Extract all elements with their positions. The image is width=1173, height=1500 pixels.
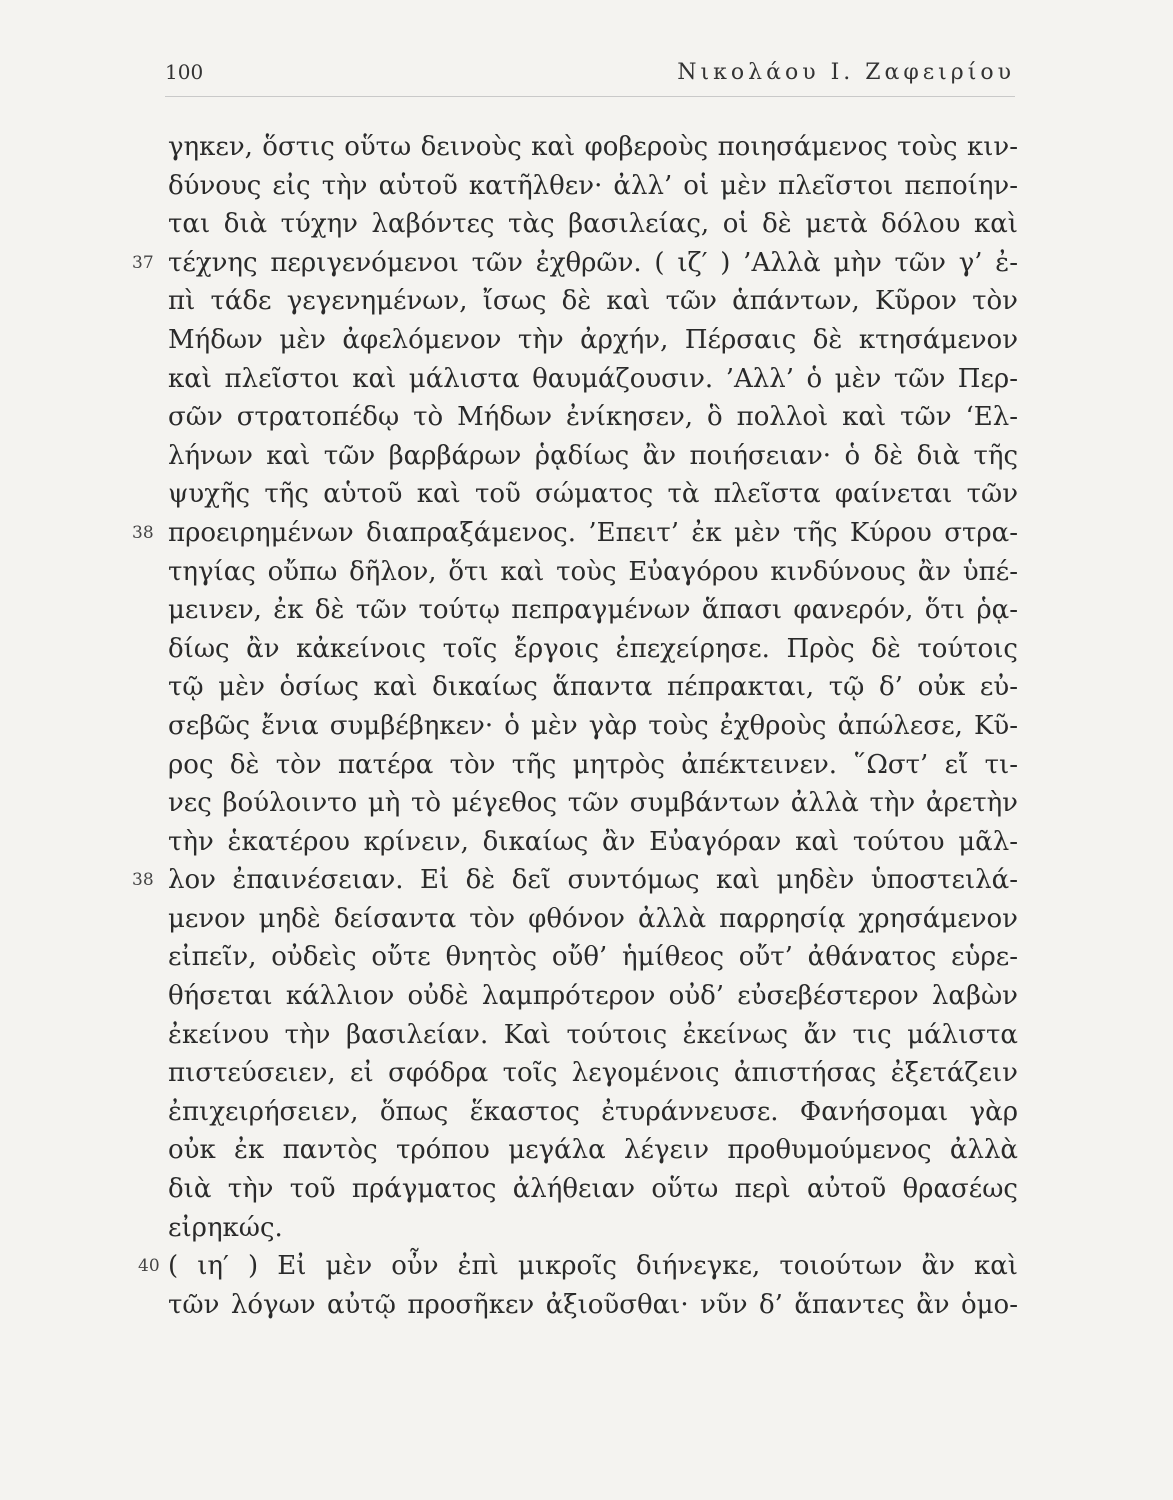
text-line <box>168 1016 1018 1055</box>
margin-number: 37 <box>132 252 154 273</box>
text-line <box>132 861 1018 900</box>
line-text: τηγίας οὔπω δῆλον, ὅτι καὶ τοὺς Εὐαγόρου κινδύνους ἂν ὑπέ- <box>168 556 1018 587</box>
line-text: οὐκ ἐκ παντὸς τρόπου μεγάλα λέγειν προθυμούμενος ἀλλὰ <box>168 1135 1018 1166</box>
line-text: τέχνης περιγενόμενοι τῶν ἐχθρῶν. ( ιζ′ ) ’Αλλὰ μὴν τῶν γ’ ἐ- <box>168 247 1018 278</box>
text-line <box>168 553 1018 592</box>
text-line <box>168 1131 1018 1170</box>
margin-number: 38 <box>132 522 154 543</box>
text-line <box>168 707 1018 746</box>
text-line <box>132 244 1018 283</box>
line-text: εἰπεῖν, οὐδεὶς οὔτε θνητὸς οὔθ’ ἡμίθεος οὔτ’ ἀθάνατος εὑρε- <box>168 942 1018 973</box>
text-line <box>168 205 1018 244</box>
line-text: τῷ μὲν ὁσίως καὶ δικαίως ἅπαντα πέπρακται, τῷ δ’ οὐκ εὐ- <box>168 672 1018 703</box>
line-text: νες βούλοιντο μὴ τὸ μέγεθος τῶν συμβάντων ἀλλὰ τὴν ἀρετὴν <box>168 788 1018 819</box>
text-line <box>168 282 1018 321</box>
text-line <box>168 1170 1018 1209</box>
margin-number: 38 <box>132 870 154 891</box>
text-line <box>168 475 1018 514</box>
page-header <box>165 60 1015 90</box>
line-text: μεινεν, ἐκ δὲ τῶν τούτῳ πεπραγμένων ἅπασι φανερόν, ὅτι ῥᾳ- <box>168 595 1018 626</box>
text-line <box>168 437 1018 476</box>
line-text: διὰ τὴν τοῦ πράγματος ἀλήθειαν οὕτω περὶ αὐτοῦ θρασέως <box>168 1174 1018 1205</box>
line-text: μενον μηδὲ δείσαντα τὸν φθόνον ἀλλὰ παρρησίᾳ χρησάμενον <box>168 903 1018 934</box>
margin-number: 40 <box>138 1256 160 1277</box>
text-line <box>168 900 1018 939</box>
text-line <box>168 591 1018 630</box>
line-text: ται διὰ τύχην λαβόντες τὰς βασιλείας, οἱ δὲ μετὰ δόλου καὶ <box>168 209 1018 240</box>
text-line <box>168 1093 1018 1132</box>
line-text: σεβῶς ἔνια συμβέβηκεν· ὁ μὲν γὰρ τοὺς ἐχθροὺς ἀπώλεσε, Κῦ- <box>168 710 1018 741</box>
text-line <box>168 784 1018 823</box>
line-text: Μήδων μὲν ἀφελόμενον τὴν ἀρχήν, Πέρσαις δὲ κτησάμενον <box>168 324 1018 355</box>
text-line <box>138 1247 1018 1286</box>
line-text: πὶ τάδε γεγενημένων, ἴσως δὲ καὶ τῶν ἁπάντων, Κῦρον τὸν <box>168 286 1018 317</box>
header-rule <box>165 96 1015 97</box>
text-line <box>168 668 1018 707</box>
text-line <box>132 514 1018 553</box>
line-text: ἐκείνου τὴν βασιλείαν. Καὶ τούτοις ἐκείνως ἄν τις μάλιστα <box>168 1019 1018 1050</box>
line-text: καὶ πλεῖστοι καὶ μάλιστα θαυμάζουσιν. ’Αλλ’ ὁ μὲν τῶν Περ- <box>168 363 1018 394</box>
text-line <box>168 167 1018 206</box>
text-line <box>168 1286 1018 1325</box>
text-line <box>168 823 1018 862</box>
line-text: λον ἐπαινέσειαν. Εἰ δὲ δεῖ συντόμως καὶ μηδὲν ὑποστειλά- <box>168 865 1018 896</box>
text-line <box>168 938 1018 977</box>
line-text: δίως ἂν κἀκείνοις τοῖς ἔργοις ἐπεχείρησε. Πρὸς δὲ τούτοις <box>168 633 1018 664</box>
text-line <box>168 360 1018 399</box>
line-text: γηκεν, ὅστις οὕτω δεινοὺς καὶ φοβεροὺς ποιησάμενος τοὺς κιν- <box>168 132 1018 162</box>
line-text: ρος δὲ τὸν πατέρα τὸν τῆς μητρὸς ἀπέκτεινεν. ῞Ωστ’ εἴ τι- <box>168 749 1018 780</box>
text-line <box>168 977 1018 1016</box>
text-line <box>168 746 1018 785</box>
line-text: εἰρηκώς. <box>168 1212 283 1243</box>
line-text: λήνων καὶ τῶν βαρβάρων ῥᾳδίως ἂν ποιήσειαν· ὁ δὲ διὰ τῆς <box>168 440 1018 471</box>
line-text: προειρημένων διαπραξάμενος. ’Επειτ’ ἐκ μὲν τῆς Κύρου στρα- <box>168 517 1018 548</box>
line-text: θήσεται κάλλιον οὐδὲ λαμπρότερον οὐδ’ εὐσεβέστερον λαβὼν <box>168 981 1018 1012</box>
line-text: τῶν λόγων αὐτῷ προσῆκεν ἀξιοῦσθαι· νῦν δ’ ἅπαντες ἂν ὁμο- <box>168 1289 1018 1320</box>
text-line <box>168 630 1018 669</box>
line-text: δύνους εἰς τὴν αὑτοῦ κατῆλθεν· ἀλλ’ οἱ μὲν πλεῖστοι πεποίην- <box>168 170 1018 201</box>
text-line <box>168 1209 1018 1248</box>
line-text: ἐπιχειρήσειεν, ὅπως ἕκαστος ἐτυράννευσε. Φανήσομαι γὰρ <box>168 1096 1018 1127</box>
text-line <box>168 1054 1018 1093</box>
page-number: 100 <box>165 60 204 84</box>
text-line <box>168 321 1018 360</box>
running-head: Νικολάου Ι. Ζαφειρίου <box>677 60 1015 85</box>
line-text: τὴν ἑκατέρου κρίνειν, δικαίως ἂν Εὐαγόραν καὶ τούτου μᾶλ- <box>168 826 1018 857</box>
text-line <box>168 398 1018 437</box>
body-text <box>132 128 1018 1324</box>
line-text: πιστεύσειεν, εἰ σφόδρα τοῖς λεγομένοις ἀπιστήσας ἐξετάζειν <box>168 1058 1018 1089</box>
text-line <box>168 128 1018 167</box>
line-text: ( ιη′ ) Εἰ μὲν οὖν ἐπὶ μικροῖς διήνεγκε, τοιούτων ἂν καὶ <box>168 1251 1018 1282</box>
line-text: σῶν στρατοπέδῳ τὸ Μήδων ἐνίκησεν, ὃ πολλοὶ καὶ τῶν ‘Ελ- <box>168 402 1018 433</box>
line-text: ψυχῆς τῆς αὑτοῦ καὶ τοῦ σώματος τὰ πλεῖστα φαίνεται τῶν <box>168 479 1018 510</box>
